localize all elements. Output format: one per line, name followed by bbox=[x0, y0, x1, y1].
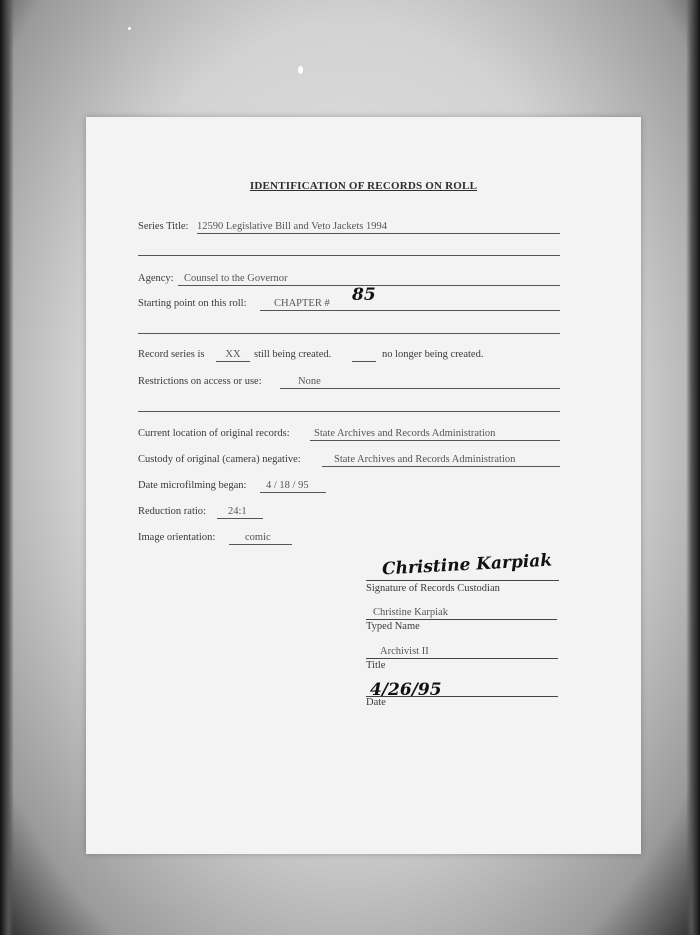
orientation-row bbox=[138, 531, 215, 545]
chapter-number-handwritten: 85 bbox=[352, 285, 376, 305]
custody-field bbox=[322, 453, 560, 467]
series-title-label: Series Title: bbox=[138, 221, 189, 232]
typed-name-value: Christine Karpiak bbox=[373, 607, 448, 618]
location-value: State Archives and Records Administration bbox=[314, 428, 496, 439]
still-created-label: still being created. bbox=[254, 349, 332, 360]
signature-line bbox=[366, 580, 559, 581]
orientation-label: Image orientation: bbox=[138, 532, 216, 543]
record-series-label: Record series is bbox=[138, 349, 205, 360]
signature-caption: Signature of Records Custodian bbox=[366, 583, 500, 594]
title-caption: Title bbox=[366, 660, 386, 671]
series-title-row bbox=[138, 220, 188, 234]
orientation-field bbox=[229, 531, 292, 545]
custody-row bbox=[138, 453, 301, 467]
date-began-label: Date microfilming began: bbox=[138, 480, 247, 491]
signed-date-handwritten: 4/26/95 bbox=[370, 680, 442, 700]
agency-value: Counsel to the Governor bbox=[184, 273, 288, 284]
restrictions-label: Restrictions on access or use: bbox=[138, 376, 262, 387]
title-line bbox=[366, 658, 558, 659]
date-line bbox=[366, 696, 558, 697]
record-series-row bbox=[138, 348, 204, 362]
series-title-extra-line bbox=[138, 255, 560, 256]
restrictions-extra-line bbox=[138, 411, 560, 412]
reduction-value: 24:1 bbox=[228, 506, 247, 517]
form-title: IDENTIFICATION OF RECORDS ON ROLL bbox=[249, 180, 478, 192]
starting-point-extra-line bbox=[138, 333, 560, 334]
no-longer-created-label: no longer being created. bbox=[382, 349, 484, 360]
records-form-sheet bbox=[86, 117, 641, 854]
agency-field bbox=[178, 272, 560, 286]
date-caption: Date bbox=[366, 697, 386, 708]
restrictions-value: None bbox=[298, 376, 321, 387]
restrictions-row bbox=[138, 375, 262, 389]
title-value: Archivist II bbox=[380, 646, 429, 657]
starting-point-field bbox=[260, 285, 560, 311]
date-began-field bbox=[260, 479, 326, 493]
series-title-field bbox=[197, 220, 560, 234]
record-series-no-longer-field bbox=[352, 348, 376, 362]
starting-point-label: Starting point on this roll: bbox=[138, 298, 247, 309]
orientation-value: comic bbox=[245, 532, 271, 543]
film-speck bbox=[128, 27, 131, 30]
location-field bbox=[310, 427, 560, 441]
agency-label: Agency: bbox=[138, 273, 174, 284]
reduction-label: Reduction ratio: bbox=[138, 506, 206, 517]
starting-point-value: CHAPTER # bbox=[274, 298, 330, 309]
date-began-value: 4 / 18 / 95 bbox=[266, 480, 309, 491]
agency-row bbox=[138, 272, 174, 286]
reduction-field bbox=[217, 505, 263, 519]
record-series-mark: XX bbox=[225, 349, 241, 360]
no-longer-created-text bbox=[382, 348, 483, 362]
typed-name-caption: Typed Name bbox=[366, 621, 420, 632]
film-edge-left bbox=[0, 0, 14, 935]
record-series-still-field bbox=[216, 348, 250, 362]
reduction-row bbox=[138, 505, 206, 519]
restrictions-field bbox=[280, 375, 560, 389]
date-began-row bbox=[138, 479, 246, 493]
series-title-value: 12590 Legislative Bill and Veto Jackets 1994 bbox=[197, 221, 387, 232]
starting-point-row bbox=[138, 297, 247, 311]
typed-name-line bbox=[366, 619, 557, 620]
location-label: Current location of original records: bbox=[138, 428, 290, 439]
film-edge-right bbox=[686, 0, 700, 935]
custodian-signature: Christine Karpiak bbox=[381, 550, 553, 580]
custody-value: State Archives and Records Administration bbox=[334, 454, 516, 465]
film-speck bbox=[298, 66, 303, 74]
custody-label: Custody of original (camera) negative: bbox=[138, 454, 301, 465]
location-row bbox=[138, 427, 290, 441]
still-created-text bbox=[254, 348, 331, 362]
